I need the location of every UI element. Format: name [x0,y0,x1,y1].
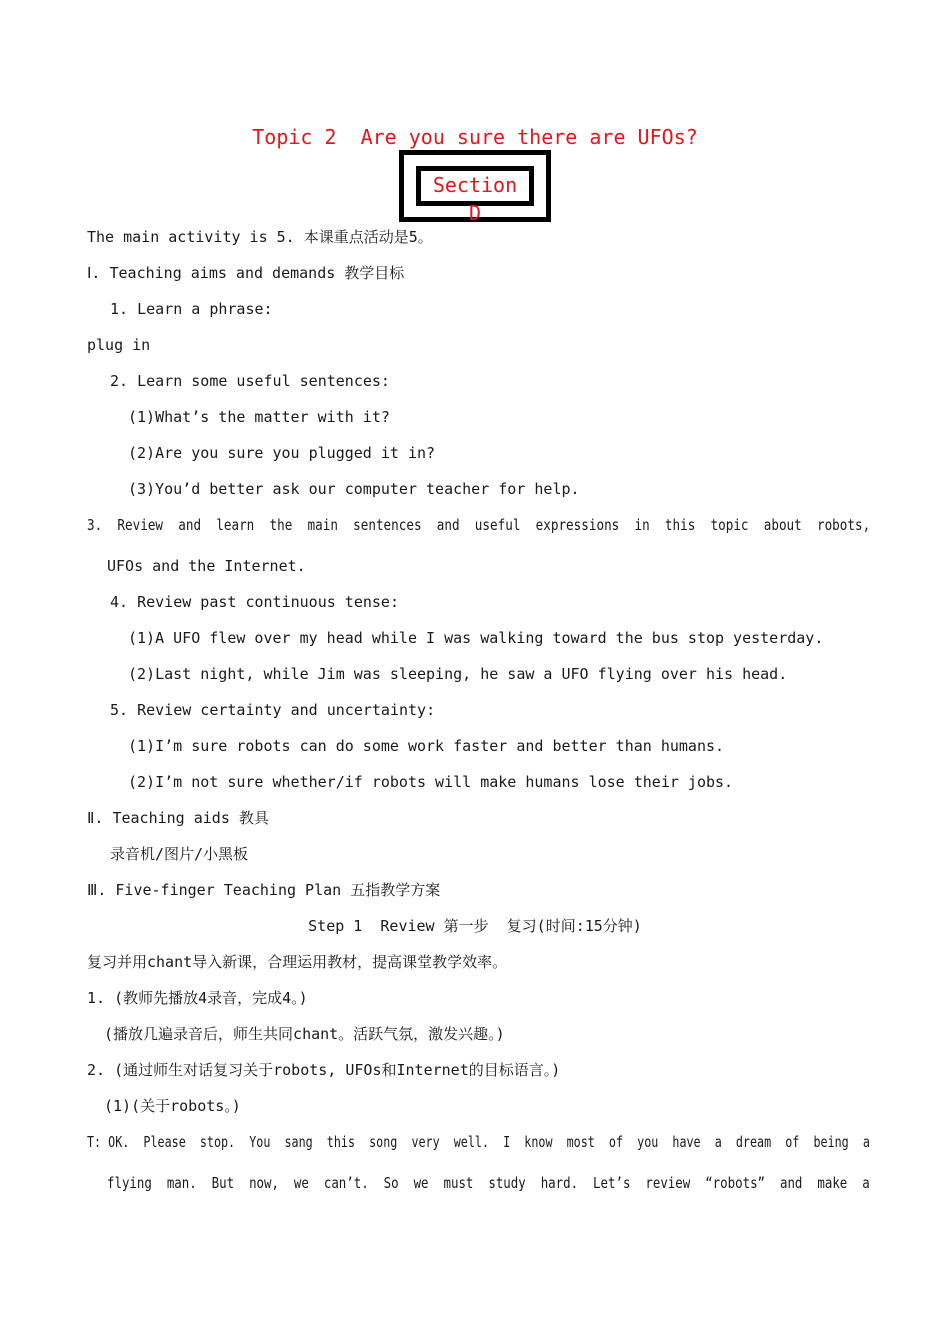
certainty-example-2: (2)I’m not sure whether/if robots will make humans lose their jobs. [128,773,734,791]
aim-4-label: 4. Review past continuous tense: [110,593,399,611]
section-label-frame [399,150,551,225]
useful-sentence-1: (1)What’s the matter with it? [128,408,390,426]
teaching-aids-list: 录音机/图片/小黑板 [110,845,249,863]
aim-3-line-1: 3. Review and learn the main sentences and useful expressions in this topic about robots, [87,516,871,534]
aim-5-label: 5. Review certainty and uncertainty: [110,701,436,719]
document-title: Topic 2 Are you sure there are UFOs? [252,125,698,149]
tense-example-1: (1)A UFO flew over my head while I was walking toward the bus stop yesterday. [128,629,824,647]
step-1-heading: Step 1 Review 第一步 复习(时间:15分钟) [308,917,642,935]
useful-sentence-3: (3)You’d better ask our computer teacher for help. [128,480,580,498]
aim-1-label: 1. Learn a phrase: [110,300,273,318]
useful-sentence-2: (2)Are you sure you plugged it in? [128,444,436,462]
main-activity-line: The main activity is 5. 本课重点活动是5。 [87,228,433,246]
tense-example-2: (2)Last night, while Jim was sleeping, he saw a UFO flying over his head. [128,665,788,683]
step-1-item-2: 2. (通过师生对话复习关于robots, UFOs和Internet的目标语言。) [87,1061,561,1079]
aim-2-label: 2. Learn some useful sentences: [110,372,390,390]
step-1-intro: 复习并用chant导入新课，合理运用教材，提高课堂教学效率。 [87,953,508,971]
step-1-item-2-sub-1: (1)(关于robots。) [104,1097,241,1115]
heading-teaching-aids: Ⅱ. Teaching aids 教具 [87,809,269,827]
heading-teaching-aims: Ⅰ. Teaching aims and demands 教学目标 [87,264,405,282]
teacher-dialogue-line-2: flying man. But now, we can’t. So we must study hard. Let’s review “robots” and make a [107,1174,870,1192]
step-1-item-1: 1. (教师先播放4录音，完成4。) [87,989,308,1007]
phrase-plug-in: plug in [87,336,151,354]
certainty-example-1: (1)I’m sure robots can do some work faster and better than humans. [128,737,725,755]
section-label: Section D [432,173,518,225]
teacher-dialogue-line-1: T: OK. Please stop. You sang this song very well. I know most of you have a dream of being a [87,1133,870,1151]
step-1-item-1-note: (播放几遍录音后，师生共同chant。活跃气氛，激发兴趣。) [104,1025,505,1043]
aim-3-line-2: UFOs and the Internet. [107,557,306,575]
section-label-inner-frame [416,166,534,225]
heading-five-finger-plan: Ⅲ. Five-finger Teaching Plan 五指教学方案 [87,881,441,899]
